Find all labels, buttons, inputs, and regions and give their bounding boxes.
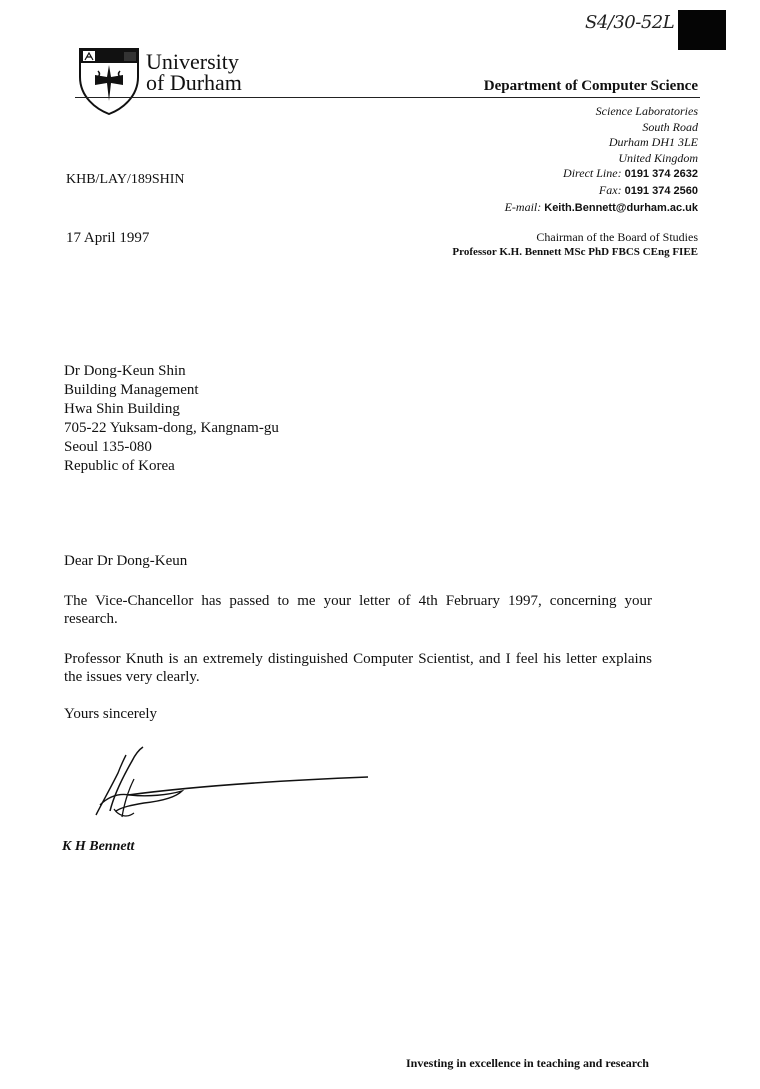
email-row (505, 200, 698, 217)
closing: Yours sincerely (64, 706, 158, 722)
chairman-block (452, 230, 698, 260)
fax-label: Fax: (598, 182, 622, 197)
header-divider (75, 97, 700, 98)
footer-tagline: Investing in excellence in teaching and research (406, 1056, 649, 1070)
university-crest-logo (78, 47, 140, 115)
handwritten-reference: S4/30-52L (585, 12, 675, 33)
address-line: South Road (642, 119, 698, 134)
letter-reference: KHB/LAY/189SHIN (66, 172, 185, 187)
fax-number: 0191 374 2560 (624, 184, 698, 197)
university-name-line1: University (146, 49, 239, 74)
body-paragraph: The Vice-Chancellor has passed to me your letter of 4th February 1997, concerning your research. (64, 593, 652, 627)
recipient-line: 705-22 Yuksam-dong, Kangnam-gu (64, 420, 279, 436)
fax-row (505, 183, 698, 200)
address-line: Science Laboratories (595, 104, 698, 118)
address-line: United Kingdom (618, 150, 698, 165)
recipient-line: Hwa Shin Building (64, 401, 180, 417)
email-label: E-mail: (504, 199, 542, 214)
recipient-line: Dr Dong-Keun Shin (64, 363, 186, 379)
recipient-line: Building Management (64, 382, 199, 398)
letter-date: 17 April 1997 (66, 230, 150, 246)
email-address: Keith.Bennett@durham.ac.uk (544, 201, 698, 214)
recipient-line: Seoul 135-080 (64, 439, 152, 455)
direct-line-label: Direct Line: (563, 166, 622, 181)
direct-line-row (505, 166, 698, 183)
department-address (505, 104, 698, 216)
chairman-name: Professor K.H. Bennett MSc PhD FBCS CEng FIEE (452, 246, 698, 258)
recipient-address (64, 362, 279, 476)
chairman-title: Chairman of the Board of Studies (536, 230, 698, 244)
handwritten-signature (88, 745, 373, 830)
department-title: Department of Computer Science (483, 78, 698, 94)
salutation: Dear Dr Dong-Keun (64, 553, 188, 569)
university-name-line2: of Durham (146, 70, 242, 95)
direct-line-number: 0191 374 2632 (624, 168, 698, 181)
redaction-block (678, 10, 726, 50)
signer-name: K H Bennett (62, 839, 135, 854)
recipient-line: Republic of Korea (64, 458, 175, 474)
address-line: Durham DH1 3LE (608, 135, 698, 150)
body-paragraph: Professor Knuth is an extremely distinguished Computer Scientist, and I feel his letter explains the issues very clearly. (64, 651, 652, 685)
